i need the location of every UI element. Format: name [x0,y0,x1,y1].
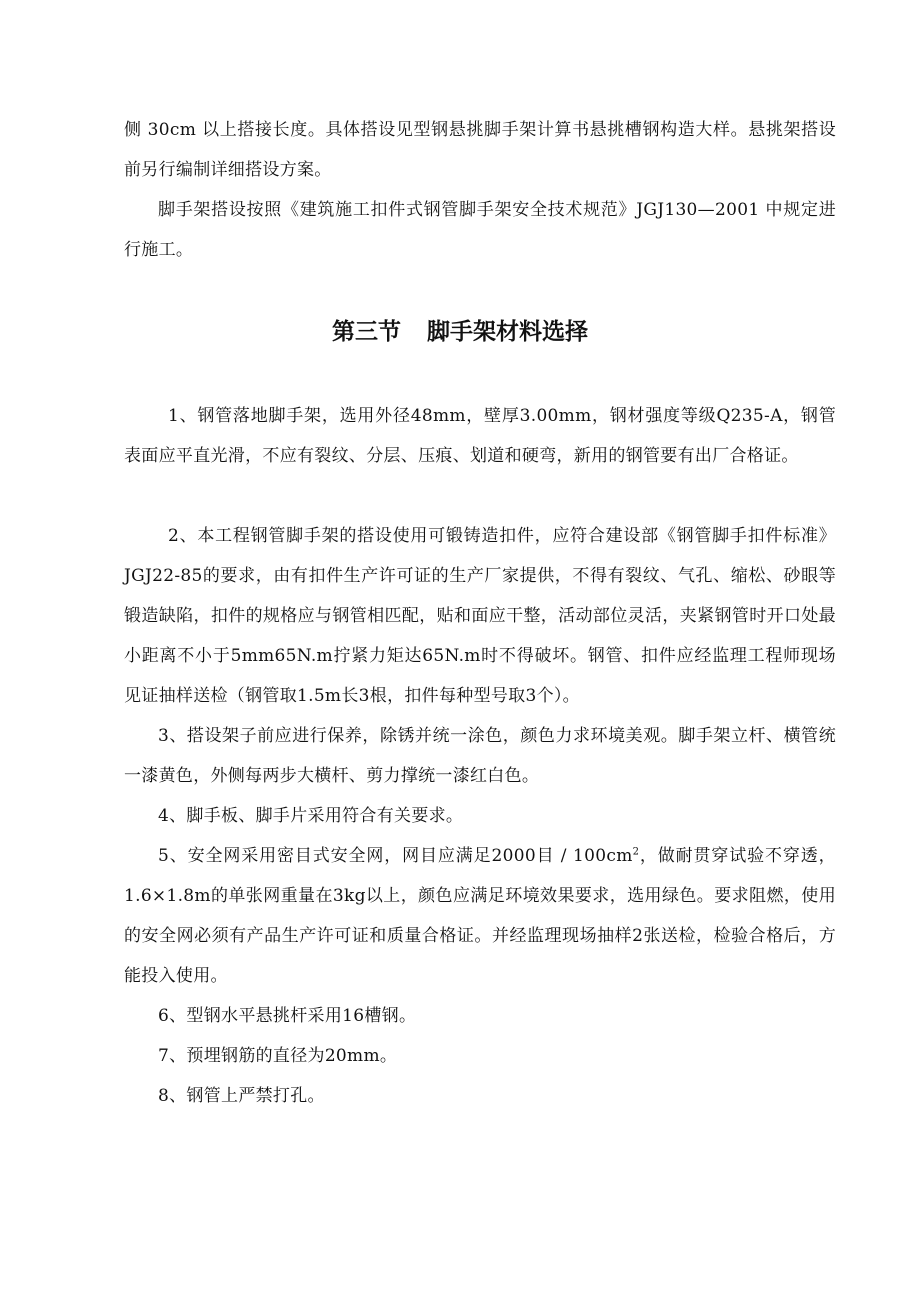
section-title: 脚手架材料选择 [427,319,588,345]
superscript-squared: 2 [632,846,640,858]
list-item-5-text-after: ，做耐贯穿试验不穿透，1.6×1.8m的单张网重量在3kg以上，颜色应满足环境效果要求，选用绿色。要求阻燃，使用的安全网必须有产品生产许可证和质量合格证。并经监理现场抽样2张送检，检验合格后，方能投入使用。 [124,846,836,986]
paragraph-standard-reference: 脚手架搭设按照《建筑施工扣件式钢管脚手架安全技术规范》JGJ130—2001 中规定进行施工。 [124,200,836,260]
list-item-8: 8、钢管上严禁打孔。 [158,1086,325,1106]
section-number: 第三节 [332,319,401,345]
list-item-6: 6、型钢水平悬挑杆采用16槽钢。 [158,1006,417,1026]
list-item-4: 4、脚手板、脚手片采用符合有关要求。 [158,806,464,826]
paragraph-continuation: 侧 30cm 以上搭接长度。具体搭设见型钢悬挑脚手架计算书悬挑槽钢构造大样。悬挑架搭设前另行编制详细搭设方案。 [124,120,836,180]
section-heading [0,312,920,352]
list-item-5 [124,836,836,996]
list-item-3: 3、搭设架子前应进行保养，除锈并统一涂色，颜色力求环境美观。脚手架立杆、横管统一漆黄色，外侧每两步大横杆、剪力撑统一漆红白色。 [124,726,836,786]
list-item-2: 2、本工程钢管脚手架的搭设使用可锻铸造扣件，应符合建设部《钢管脚手扣件标准》JGJ22-85的要求，由有扣件生产许可证的生产厂家提供，不得有裂纹、气孔、缩松、砂眼等锻造缺陷，扣件的规格应与钢管相匹配，贴和面应干整，活动部位灵活，夹紧钢管时开口处最小距离不小于5mm65N.m拧紧力矩达65N.m时不得破坏。钢管、扣件应经监理工程师现场见证抽样送检（钢管取1.5m长3根，扣件每种型号取3个）。 [124,526,836,706]
list-item-7: 7、预埋钢筋的直径为20mm。 [158,1046,398,1066]
list-item-1: 1、钢管落地脚手架，选用外径48mm，壁厚3.00mm，钢材强度等级Q235-A，钢管表面应平直光滑，不应有裂纹、分层、压痕、划道和硬弯，新用的钢管要有出厂合格证。 [124,406,836,466]
list-item-5-text-before: 5、安全网采用密目式安全网，网目应满足2000目 / 100cm [158,846,633,866]
